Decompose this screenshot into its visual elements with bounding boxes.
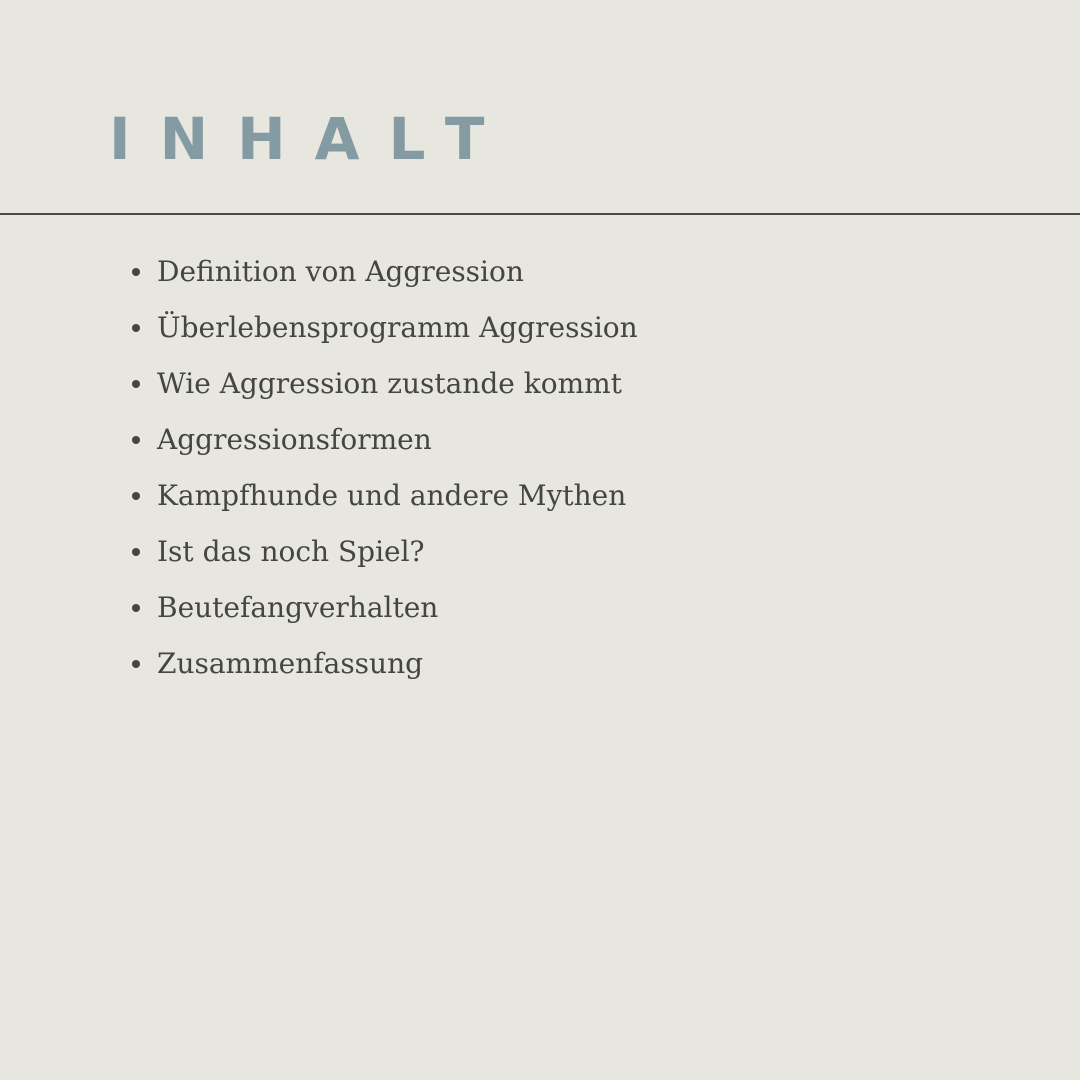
list-item-label: Kampfhunde und andere Mythen [157,479,627,512]
list-item-label: Beutefangverhalten [157,591,439,624]
list-item [130,356,638,412]
list-item-label: Wie Aggression zustande kommt [157,367,622,400]
list-item-label: Definition von Aggression [157,255,524,288]
list-item [130,524,638,580]
list-item [130,300,638,356]
list-item-label: Aggressionsformen [157,423,432,456]
list-item-label: Überlebensprogramm Aggression [157,311,638,344]
bullet-icon [132,660,140,668]
bullet-icon [132,492,140,500]
list-item [130,412,638,468]
bullet-icon [132,380,140,388]
bullet-icon [132,604,140,612]
bullet-icon [132,268,140,276]
table-of-contents [130,244,638,692]
list-item [130,468,638,524]
divider [0,213,1080,215]
list-item [130,636,638,692]
list-item [130,244,638,300]
bullet-icon [132,436,140,444]
bullet-icon [132,324,140,332]
list-item-label: Ist das noch Spiel? [157,535,425,568]
page-title: INHALT [109,105,514,173]
list-item-label: Zusammenfassung [157,647,424,680]
bullet-icon [132,548,140,556]
list-item [130,580,638,636]
